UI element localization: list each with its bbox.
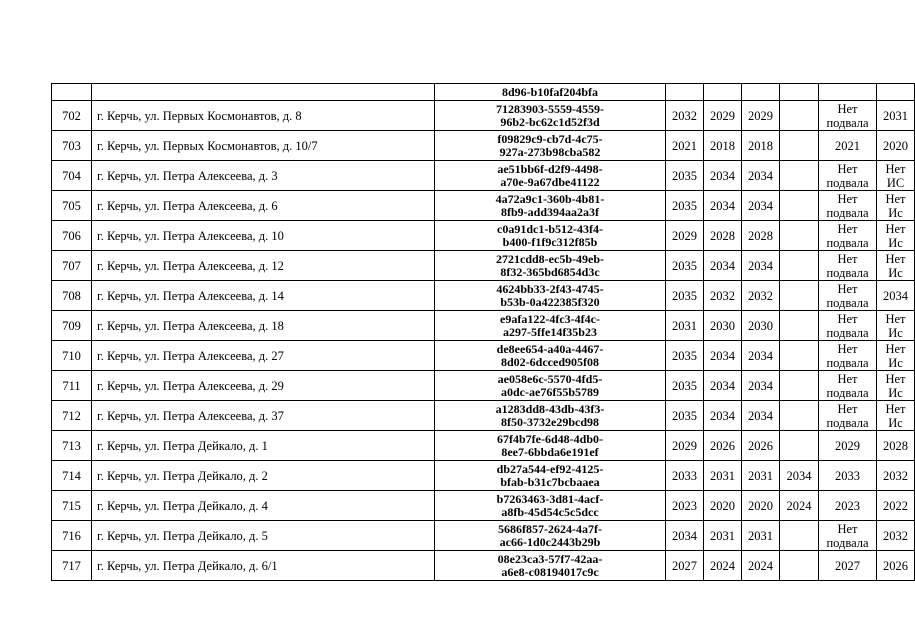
cell-year-4	[780, 431, 819, 461]
cell-year-2: 2031	[704, 521, 742, 551]
cell-year-3: 2024	[742, 551, 780, 581]
cell-year-3: 2028	[742, 221, 780, 251]
cell-year-4	[780, 251, 819, 281]
cell-year-1: 2032	[666, 101, 704, 131]
housing-table	[51, 83, 915, 581]
cell-year-4	[780, 84, 819, 101]
cell-address: г. Керчь, ул. Петра Дейкало, д. 1	[92, 431, 435, 461]
cell-num: 713	[52, 431, 92, 461]
cell-last-line-1: Нет	[885, 341, 906, 356]
cell-basement-line-1: Нет	[837, 281, 858, 296]
cell-id-line-2: a0dc-ae76f55b5789	[501, 384, 599, 399]
cell-last-line-1: 2031	[883, 108, 908, 123]
cell-id	[435, 551, 666, 581]
cell-year-4	[780, 371, 819, 401]
table-row	[52, 251, 915, 281]
cell-basement	[819, 341, 877, 371]
table-row	[52, 371, 915, 401]
cell-last	[877, 131, 915, 161]
cell-num: 708	[52, 281, 92, 311]
cell-year-2: 2034	[704, 401, 742, 431]
cell-num: 711	[52, 371, 92, 401]
cell-last-line-1: 2026	[883, 558, 908, 573]
table-row	[52, 401, 915, 431]
cell-id	[435, 191, 666, 221]
cell-year-2: 2020	[704, 491, 742, 521]
cell-year-1: 2035	[666, 251, 704, 281]
cell-basement-line-1: 2033	[835, 468, 860, 483]
cell-num: 704	[52, 161, 92, 191]
cell-address: г. Керчь, ул. Петра Алексеева, д. 29	[92, 371, 435, 401]
cell-id	[435, 491, 666, 521]
cell-last-line-1: Нет	[885, 251, 906, 266]
cell-basement-line-2: подвала	[826, 205, 869, 220]
cell-num: 716	[52, 521, 92, 551]
cell-basement	[819, 311, 877, 341]
cell-basement	[819, 371, 877, 401]
cell-num: 712	[52, 401, 92, 431]
cell-id-line-2: 8ee7-6bbda6e191ef	[501, 444, 599, 459]
cell-address: г. Керчь, ул. Петра Алексеева, д. 37	[92, 401, 435, 431]
cell-year-2: 2031	[704, 461, 742, 491]
table-body	[52, 84, 915, 581]
cell-id	[435, 251, 666, 281]
cell-year-1	[666, 84, 704, 101]
cell-year-4	[780, 221, 819, 251]
cell-address: г. Керчь, ул. Петра Дейкало, д. 2	[92, 461, 435, 491]
cell-basement-line-2: подвала	[826, 535, 869, 550]
cell-last	[877, 461, 915, 491]
cell-year-1: 2027	[666, 551, 704, 581]
cell-basement-line-2: подвала	[826, 235, 869, 250]
cell-last	[877, 491, 915, 521]
cell-year-3: 2034	[742, 401, 780, 431]
cell-year-2: 2034	[704, 341, 742, 371]
cell-basement	[819, 491, 877, 521]
cell-address: г. Керчь, ул. Петра Алексеева, д. 14	[92, 281, 435, 311]
cell-year-1: 2034	[666, 521, 704, 551]
cell-basement	[819, 461, 877, 491]
cell-year-1: 2021	[666, 131, 704, 161]
cell-id	[435, 161, 666, 191]
cell-year-3: 2034	[742, 161, 780, 191]
cell-last-line-1: 2020	[883, 138, 908, 153]
cell-basement	[819, 101, 877, 131]
cell-last-line-1: Нет	[885, 401, 906, 416]
cell-year-2: 2030	[704, 311, 742, 341]
cell-year-2: 2028	[704, 221, 742, 251]
cell-basement	[819, 131, 877, 161]
table-row	[52, 491, 915, 521]
cell-year-3: 2034	[742, 191, 780, 221]
cell-year-1: 2035	[666, 161, 704, 191]
cell-basement-line-1: Нет	[837, 101, 858, 116]
table-row	[52, 101, 915, 131]
cell-year-2	[704, 84, 742, 101]
cell-year-3: 2034	[742, 371, 780, 401]
cell-year-2: 2029	[704, 101, 742, 131]
cell-address: г. Керчь, ул. Петра Алексеева, д. 3	[92, 161, 435, 191]
cell-num: 710	[52, 341, 92, 371]
cell-year-4	[780, 131, 819, 161]
cell-id-line-1: db27a544-ef92-4125-	[496, 461, 604, 476]
cell-last-line-1: Нет	[885, 221, 906, 236]
cell-basement-line-2: подвала	[826, 115, 869, 130]
table-row	[52, 161, 915, 191]
cell-num: 709	[52, 311, 92, 341]
cell-address: г. Керчь, ул. Петра Алексеева, д. 10	[92, 221, 435, 251]
cell-basement-line-1: Нет	[837, 311, 858, 326]
cell-basement-line-2: подвала	[826, 175, 869, 190]
cell-address: г. Керчь, ул. Петра Дейкало, д. 5	[92, 521, 435, 551]
cell-year-1: 2031	[666, 311, 704, 341]
table-row	[52, 341, 915, 371]
cell-id-line-1: 08e23ca3-57f7-42aa-	[497, 551, 603, 566]
cell-num: 715	[52, 491, 92, 521]
cell-last	[877, 521, 915, 551]
cell-last-line-1: Нет	[885, 371, 906, 386]
cell-year-1: 2029	[666, 221, 704, 251]
cell-id-line-1: c0a91dc1-b512-43f4-	[497, 221, 603, 236]
cell-id: 8d96-b10faf204bfa	[435, 84, 666, 101]
cell-id-line-2: 8fb9-add394aa2a3f	[500, 204, 599, 219]
cell-year-1: 2023	[666, 491, 704, 521]
cell-id-line-1: 4624bb33-2f43-4745-	[496, 281, 604, 296]
cell-year-1: 2035	[666, 281, 704, 311]
cell-basement	[819, 431, 877, 461]
cell-last	[877, 341, 915, 371]
table-row	[52, 191, 915, 221]
cell-id-line-1: e9afa122-4fc3-4f4c-	[500, 311, 600, 326]
cell-year-3: 2032	[742, 281, 780, 311]
cell-basement	[819, 221, 877, 251]
cell-last-line-1: 2034	[883, 288, 908, 303]
cell-basement-line-1: Нет	[837, 521, 858, 536]
cell-last	[877, 191, 915, 221]
cell-year-4	[780, 521, 819, 551]
cell-last-line-2: Ис	[888, 415, 903, 430]
cell-id	[435, 521, 666, 551]
cell-year-4: 2034	[780, 461, 819, 491]
cell-year-3: 2020	[742, 491, 780, 521]
cell-num: 714	[52, 461, 92, 491]
table-row	[52, 311, 915, 341]
cell-last	[877, 401, 915, 431]
cell-id-line-1: 67f4b7fe-6d48-4db0-	[496, 431, 603, 446]
cell-id-line-2: a8fb-45d54c5c5dcc	[501, 504, 599, 519]
cell-num	[52, 84, 92, 101]
cell-basement-line-1: Нет	[837, 191, 858, 206]
cell-basement	[819, 251, 877, 281]
cell-basement-line-2: подвала	[826, 355, 869, 370]
cell-id	[435, 401, 666, 431]
cell-year-3: 2030	[742, 311, 780, 341]
cell-last-line-1: 2022	[883, 498, 908, 513]
cell-id-line-1: 4a72a9c1-360b-4b81-	[495, 191, 605, 206]
cell-basement	[819, 84, 877, 101]
cell-year-3: 2029	[742, 101, 780, 131]
cell-basement-line-1: 2027	[835, 558, 860, 573]
cell-basement-line-1: Нет	[837, 221, 858, 236]
cell-last	[877, 161, 915, 191]
cell-year-4: 2024	[780, 491, 819, 521]
cell-last-line-1: Нет	[885, 191, 906, 206]
cell-last	[877, 311, 915, 341]
cell-num: 706	[52, 221, 92, 251]
cell-year-4	[780, 281, 819, 311]
cell-id-line-2: ac66-1d0c2443b29b	[499, 534, 601, 549]
cell-last-line-1: Нет	[885, 161, 906, 176]
cell-basement-line-2: подвала	[826, 325, 869, 340]
cell-last-line-2: Ис	[888, 355, 903, 370]
cell-last	[877, 371, 915, 401]
table-row	[52, 431, 915, 461]
cell-address: г. Керчь, ул. Петра Алексеева, д. 18	[92, 311, 435, 341]
cell-last-line-1: 2032	[883, 528, 908, 543]
cell-id-line-1: de8ee654-a40a-4467-	[496, 341, 604, 356]
cell-id-line-1: f09829c9-cb7d-4c75-	[497, 131, 603, 146]
cell-year-4	[780, 191, 819, 221]
cell-year-3: 2018	[742, 131, 780, 161]
cell-last-line-2: Ис	[888, 325, 903, 340]
cell-year-2: 2034	[704, 161, 742, 191]
cell-basement-line-1: Нет	[837, 371, 858, 386]
cell-year-3: 2034	[742, 251, 780, 281]
cell-num: 702	[52, 101, 92, 131]
cell-year-1: 2029	[666, 431, 704, 461]
cell-id-line-1: b7263463-3d81-4acf-	[496, 491, 604, 506]
cell-year-3: 2026	[742, 431, 780, 461]
cell-last-line-2: Ис	[888, 385, 903, 400]
cell-last-line-1: Нет	[885, 311, 906, 326]
cell-basement	[819, 161, 877, 191]
cell-last	[877, 281, 915, 311]
cell-last	[877, 221, 915, 251]
cell-year-2: 2018	[704, 131, 742, 161]
cell-basement	[819, 521, 877, 551]
cell-year-1: 2035	[666, 401, 704, 431]
cell-last	[877, 251, 915, 281]
cell-last-line-2: ИС	[886, 175, 905, 190]
cell-basement	[819, 281, 877, 311]
cell-address: г. Керчь, ул. Петра Алексеева, д. 12	[92, 251, 435, 281]
cell-num: 717	[52, 551, 92, 581]
cell-year-3: 2031	[742, 521, 780, 551]
cell-id-line-2: 8f32-365bd6854d3c	[500, 264, 600, 279]
cell-basement-line-2: подвала	[826, 385, 869, 400]
cell-id-line-1: 71283903-5559-4559-	[496, 101, 604, 116]
cell-address: г. Керчь, ул. Петра Дейкало, д. 6/1	[92, 551, 435, 581]
cell-basement-line-2: подвала	[826, 415, 869, 430]
cell-id-line-2: bfab-b31c7bcbaaea	[500, 474, 600, 489]
cell-year-4	[780, 401, 819, 431]
cell-id	[435, 341, 666, 371]
cell-year-2: 2024	[704, 551, 742, 581]
cell-address: г. Керчь, ул. Петра Алексеева, д. 6	[92, 191, 435, 221]
table-row	[52, 221, 915, 251]
cell-year-2: 2032	[704, 281, 742, 311]
cell-id-line-2: a297-5ffe14f35b23	[503, 324, 597, 339]
cell-basement-line-2: подвала	[826, 265, 869, 280]
cell-year-3	[742, 84, 780, 101]
cell-last-line-1: 2032	[883, 468, 908, 483]
cell-year-2: 2034	[704, 251, 742, 281]
cell-last-line-2: Ис	[888, 235, 903, 250]
cell-id-line-1: a1283dd8-43db-43f3-	[495, 401, 605, 416]
cell-year-1: 2035	[666, 341, 704, 371]
cell-id	[435, 311, 666, 341]
table-row	[52, 131, 915, 161]
cell-year-2: 2034	[704, 371, 742, 401]
cell-id	[435, 221, 666, 251]
cell-basement-line-1: 2021	[835, 138, 860, 153]
table-row	[52, 281, 915, 311]
cell-basement	[819, 191, 877, 221]
cell-id-line-1: 5686f857-2624-4a7f-	[498, 521, 602, 536]
cell-year-1: 2035	[666, 191, 704, 221]
cell-id-line-2: a70e-9a67dbe41122	[500, 174, 600, 189]
cell-id	[435, 281, 666, 311]
cell-id	[435, 101, 666, 131]
cell-year-4	[780, 341, 819, 371]
cell-num: 705	[52, 191, 92, 221]
cell-id	[435, 431, 666, 461]
cell-last-line-1: 2028	[883, 438, 908, 453]
cell-year-2: 2026	[704, 431, 742, 461]
cell-basement-line-2: подвала	[826, 295, 869, 310]
cell-last-line-2: Ис	[888, 265, 903, 280]
cell-id-line-2: b400-f1f9c312f85b	[502, 234, 598, 249]
cell-address: г. Керчь, ул. Петра Алексеева, д. 27	[92, 341, 435, 371]
cell-basement-line-1: Нет	[837, 401, 858, 416]
cell-basement-line-1: 2029	[835, 438, 860, 453]
cell-id-line-2: b53b-0a422385f320	[500, 294, 600, 309]
cell-num: 703	[52, 131, 92, 161]
table-row	[52, 521, 915, 551]
cell-id-line-1: 2721cdd8-ec5b-49eb-	[496, 251, 604, 266]
cell-id	[435, 371, 666, 401]
cell-last-line-2: Ис	[888, 205, 903, 220]
cell-year-3: 2031	[742, 461, 780, 491]
cell-basement-line-1: Нет	[837, 251, 858, 266]
cell-id-line-2: a6e8-c08194017c9c	[501, 564, 599, 579]
cell-year-2: 2034	[704, 191, 742, 221]
cell-id-line-2: 8d02-6dcced905f08	[501, 354, 599, 369]
cell-last	[877, 431, 915, 461]
cell-id-line-2: 96b2-bc62c1d52f3d	[500, 114, 600, 129]
table-row-continuation	[52, 84, 915, 101]
cell-year-4	[780, 101, 819, 131]
cell-year-1: 2033	[666, 461, 704, 491]
cell-id-line-2: 927a-273b98cba582	[499, 144, 601, 159]
cell-address: г. Керчь, ул. Первых Космонавтов, д. 10/7	[92, 131, 435, 161]
cell-year-4	[780, 551, 819, 581]
cell-year-4	[780, 311, 819, 341]
table-row	[52, 461, 915, 491]
cell-last	[877, 551, 915, 581]
cell-year-4	[780, 161, 819, 191]
cell-basement-line-1: Нет	[837, 341, 858, 356]
cell-basement-line-1: Нет	[837, 161, 858, 176]
cell-id	[435, 131, 666, 161]
cell-id	[435, 461, 666, 491]
cell-id-line-1: ae51bb6f-d2f9-4498-	[497, 161, 603, 176]
cell-basement-line-1: 2023	[835, 498, 860, 513]
cell-last	[877, 84, 915, 101]
cell-basement	[819, 401, 877, 431]
table-row	[52, 551, 915, 581]
cell-id-line-2: 8f50-3732e29bcd98	[501, 414, 599, 429]
cell-last	[877, 101, 915, 131]
cell-year-1: 2035	[666, 371, 704, 401]
cell-num: 707	[52, 251, 92, 281]
cell-basement	[819, 551, 877, 581]
cell-address: г. Керчь, ул. Первых Космонавтов, д. 8	[92, 101, 435, 131]
cell-year-3: 2034	[742, 341, 780, 371]
cell-id-line-1: ae058e6c-5570-4fd5-	[497, 371, 603, 386]
cell-address	[92, 84, 435, 101]
cell-address: г. Керчь, ул. Петра Дейкало, д. 4	[92, 491, 435, 521]
